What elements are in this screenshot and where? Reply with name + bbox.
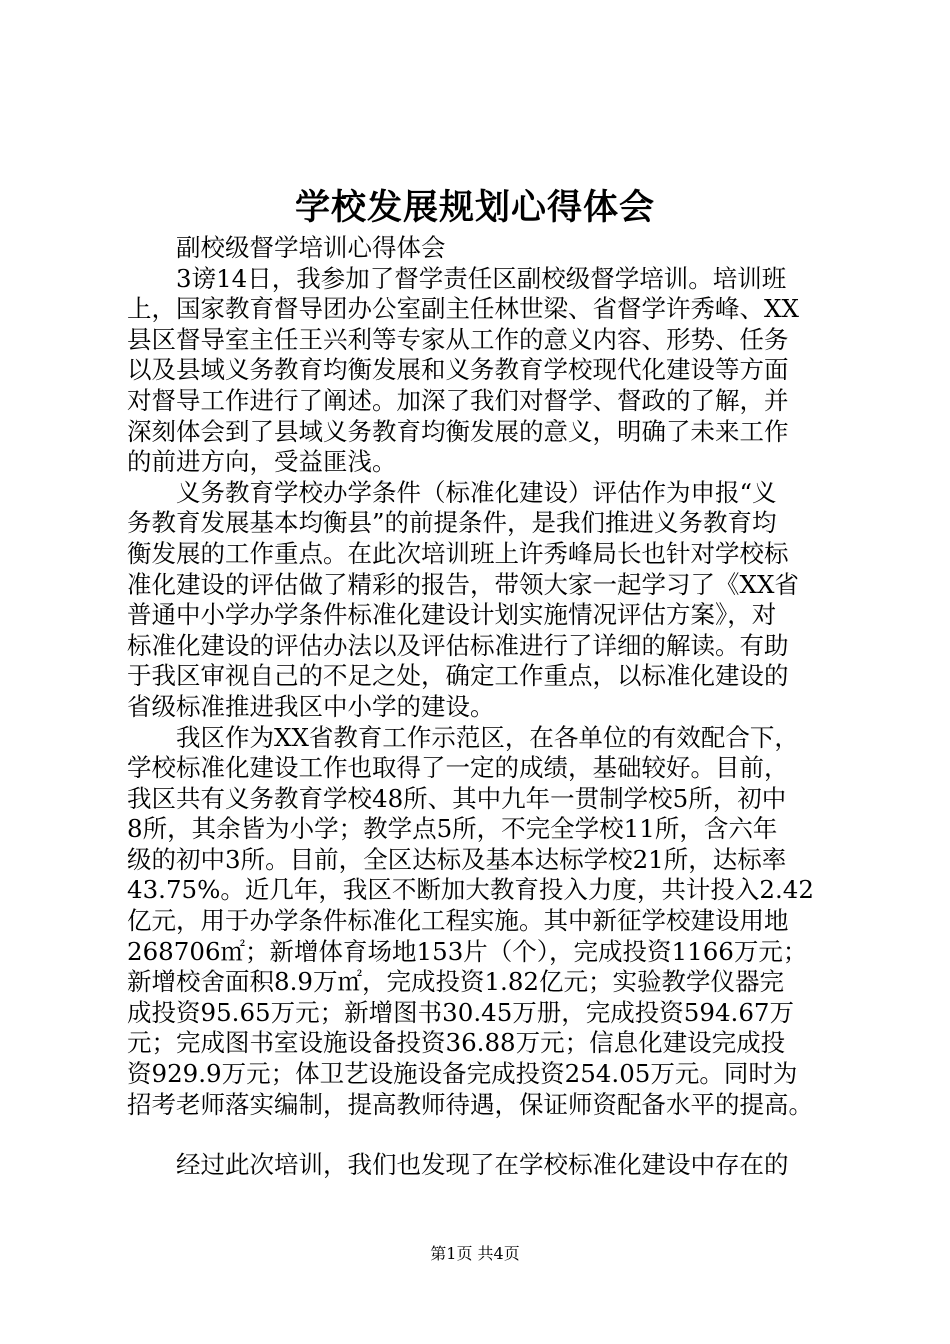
page-number-footer: 第1页 共4页 [430, 1244, 520, 1263]
page-title: 学校发展规划心得体会 [294, 187, 655, 228]
paragraph-4: 经过此次培训，我们也发现了在学校标准化建设中存在的 [176, 1150, 789, 1180]
document-subtitle: 副校级督学培训心得体会 [176, 233, 446, 262]
paragraph-1: 3谤14日，我参加了督学责任区副校级督学培训。培训班 上，国家教育督导团办公室副主任林世梁、省督学许秀峰、XX 县区督导室主任王兴利等专家从工作的意义内容、形势、任务 以及县域义务教育均衡发展和义务教育学校现代化建设等方面 对督导工作进行了阐述。加深了我们对督学、督政的了解，并 深刻体会到了县域义务教育均衡发展的意义，明确了未来工作 的前进方向，受益匪浅。 [127, 263, 799, 477]
paragraph-2: 义务教育学校办学条件（标准化建设）评估作为申报“义 务教育发展基本均衡县”的前提条件，是我们推进义务教育均 衡发展的工作重点。在此次培训班上许秀峰局长也针对学校标 准化建设的评估做了精彩的报告，带领大家一起学习了《XX省 普通中小学办学条件标准化建设计划实施情况评估方案》，对 标准化建设的评估办法以及评估标准进行了详细的解读。有助 于我区审视自己的不足之处，确定工作重点，以标准化建设的 省级标准推进我区中小学的建设。 [127, 477, 799, 721]
paragraph-3: 我区作为XX省教育工作示范区，在各单位的有效配合下， 学校标准化建设工作也取得了一定的成绩，基础较好。目前， 我区共有义务教育学校48所、其中九年一贯制学校5所，初中 8所，其余皆为小学；教学点5所，不完全学校11所，含六年 级的初中3所。目前，全区达标及基本达标学校21所，达标率 43.75%。近几年，我区不断加大教育投入力度，共计投入2.42 亿元，用于办学条件标准化工程实施。其中新征学校建设用地 268706㎡；新增体育场地153片（个），完成投资1166万元； 新增校舍面积8.9万㎡，完成投资1.82亿元；实验教学仪器完 成投资95.65万元；新增图书30.45万册，完成投资594.67万 元；完成图书室设施设备投资36.88万元；信息化建设完成投 资929.9万元；体卫艺设施设备完成投资254.05万元。同时为 招考老师落实编制，提高教师待遇，保证师资配备水平的提高。 [127, 722, 814, 1119]
document-body [127, 233, 832, 1181]
